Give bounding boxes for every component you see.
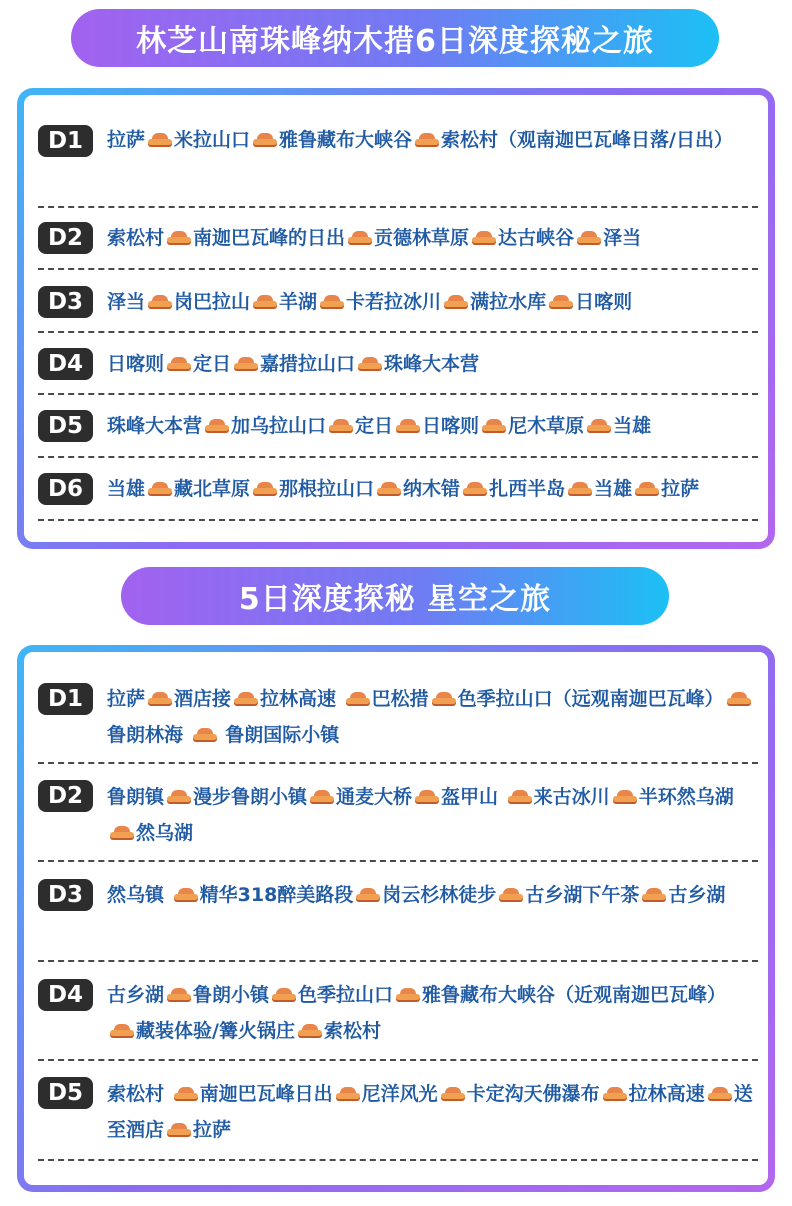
car-icon (205, 419, 229, 433)
car-icon (234, 357, 258, 371)
route-stop: 拉萨 (107, 129, 146, 151)
day-badge: D6 (38, 473, 93, 505)
itinerary-5day-panel (17, 645, 775, 1192)
route-stop: 古乡湖 (668, 884, 726, 906)
car-icon (253, 133, 277, 147)
route-stop: 贡德林草原 (374, 227, 470, 249)
car-icon (320, 295, 344, 309)
route-stop: 日喀则 (422, 415, 480, 437)
route-stop: 古乡湖 (107, 984, 165, 1006)
route-stop: 加乌拉山口 (231, 415, 327, 437)
route-stop: 满拉水库 (470, 291, 547, 313)
day-badge: D5 (38, 410, 93, 442)
car-icon (568, 482, 592, 496)
route-stop: 南迦巴瓦峰日出 (199, 1083, 333, 1105)
route-stop: 色季拉山口 (298, 984, 394, 1006)
day-badge: D2 (38, 222, 93, 254)
day-row (38, 764, 758, 862)
route-stop: 泽当 (603, 227, 642, 249)
route-stop: 定日 (193, 353, 232, 375)
car-icon (708, 1087, 732, 1101)
car-icon (167, 1123, 191, 1137)
car-icon (110, 1024, 134, 1038)
route-stop: 通麦大桥 (336, 786, 413, 808)
route-stop: 盔甲山 (441, 786, 505, 808)
day-row (38, 113, 758, 208)
route-stop: 米拉山口 (174, 129, 251, 151)
day-route (107, 346, 758, 382)
car-icon (298, 1024, 322, 1038)
car-icon (346, 692, 370, 706)
route-stop: 半环然乌湖 (638, 786, 734, 808)
route-stop: 达古峡谷 (498, 227, 575, 249)
route-stop: 来古冰川 (533, 786, 610, 808)
route-stop: 索松村（观南迦巴瓦峰日落/日出） (441, 129, 733, 151)
itinerary-6day-title: 林芝山南珠峰纳木措6日深度探秘之旅 (71, 9, 719, 67)
route-stop: 尼木草原 (508, 415, 585, 437)
car-icon (348, 231, 372, 245)
car-icon (167, 231, 191, 245)
car-icon (253, 295, 277, 309)
car-icon (148, 295, 172, 309)
car-icon (377, 482, 401, 496)
route-stop: 酒店接 (174, 688, 232, 710)
route-stop: 拉萨 (107, 688, 146, 710)
route-stop: 岗巴拉山 (174, 291, 251, 313)
route-stop: 纳木错 (403, 478, 461, 500)
car-icon (463, 482, 487, 496)
route-stop: 漫步鲁朗小镇 (193, 786, 308, 808)
route-stop: 然乌湖 (136, 822, 194, 844)
car-icon (635, 482, 659, 496)
route-stop: 当雄 (613, 415, 652, 437)
route-stop: 南迦巴瓦峰的日出 (193, 227, 346, 249)
route-stop: 雅鲁藏布大峡谷 (279, 129, 413, 151)
car-icon (336, 1087, 360, 1101)
car-icon (396, 988, 420, 1002)
route-stop: 雅鲁藏布大峡谷（近观南迦巴瓦峰） (422, 984, 727, 1006)
route-stop: 岗云杉林徒步 (382, 884, 497, 906)
car-icon (472, 231, 496, 245)
car-icon (642, 888, 666, 902)
day-row (38, 208, 758, 270)
car-icon (499, 888, 523, 902)
day-badge: D1 (38, 125, 93, 157)
car-icon (613, 790, 637, 804)
car-icon (396, 419, 420, 433)
car-icon (356, 888, 380, 902)
day-route (107, 284, 758, 320)
day-badge: D2 (38, 780, 93, 812)
route-stop: 拉萨 (661, 478, 700, 500)
car-icon (577, 231, 601, 245)
day-badge: D5 (38, 1077, 93, 1109)
route-stop: 精华318醉美路段 (199, 884, 354, 906)
day-route (107, 681, 758, 753)
car-icon (310, 790, 334, 804)
route-stop: 当雄 (107, 478, 146, 500)
route-stop: 那根拉山口 (279, 478, 375, 500)
day-badge: D4 (38, 979, 93, 1011)
route-stop: 然乌镇 (107, 884, 171, 906)
car-icon (167, 357, 191, 371)
car-icon (603, 1087, 627, 1101)
route-stop: 羊湖 (279, 291, 318, 313)
route-stop: 卡定沟天佛瀑布 (466, 1083, 600, 1105)
route-stop: 鲁朗小镇 (193, 984, 270, 1006)
day-route (107, 779, 758, 851)
day-badge: D1 (38, 683, 93, 715)
car-icon (148, 482, 172, 496)
route-stop: 索松村 (107, 1083, 171, 1105)
day-row (38, 333, 758, 395)
day-route (107, 877, 758, 913)
route-stop: 尼洋风光 (361, 1083, 438, 1105)
car-icon (358, 357, 382, 371)
day-route (107, 1076, 758, 1148)
route-stop: 珠峰大本营 (107, 415, 203, 437)
route-stop: 送至酒店 (107, 1083, 753, 1141)
car-icon (167, 790, 191, 804)
car-icon (415, 133, 439, 147)
car-icon (110, 826, 134, 840)
car-icon (272, 988, 296, 1002)
route-stop: 藏北草原 (174, 478, 251, 500)
car-icon (167, 988, 191, 1002)
car-icon (444, 295, 468, 309)
car-icon (508, 790, 532, 804)
day-row (38, 962, 758, 1061)
route-stop: 索松村 (323, 1020, 381, 1042)
route-stop: 定日 (355, 415, 394, 437)
car-icon (174, 888, 198, 902)
car-icon (234, 692, 258, 706)
day-badge: D3 (38, 879, 93, 911)
route-stop: 泽当 (107, 291, 146, 313)
day-row (38, 672, 758, 764)
day-row (38, 395, 758, 458)
route-stop: 色季拉山口（远观南迦巴瓦峰） (457, 688, 724, 710)
day-row (38, 862, 758, 962)
car-icon (148, 133, 172, 147)
route-stop: 卡若拉冰川 (346, 291, 442, 313)
car-icon (482, 419, 506, 433)
route-stop: 索松村 (107, 227, 165, 249)
day-row (38, 1061, 758, 1161)
day-route (107, 408, 758, 444)
car-icon (174, 1087, 198, 1101)
route-stop: 当雄 (594, 478, 633, 500)
car-icon (727, 692, 751, 706)
car-icon (329, 419, 353, 433)
car-icon (587, 419, 611, 433)
route-stop: 拉林高速 (628, 1083, 705, 1105)
day-badge: D3 (38, 286, 93, 318)
car-icon (549, 295, 573, 309)
route-stop: 古乡湖下午茶 (525, 884, 640, 906)
day-route (107, 220, 758, 256)
car-icon (432, 692, 456, 706)
route-stop: 日喀则 (107, 353, 165, 375)
car-icon (148, 692, 172, 706)
day-route (107, 977, 758, 1049)
day-row (38, 458, 758, 521)
route-stop: 珠峰大本营 (384, 353, 480, 375)
itinerary-5day-title: 5日深度探秘 星空之旅 (121, 567, 669, 625)
route-stop: 嘉措拉山口 (260, 353, 356, 375)
itinerary-6day-panel (17, 88, 775, 549)
route-stop: 日喀则 (575, 291, 633, 313)
day-route (107, 471, 762, 507)
day-row (38, 270, 758, 333)
route-stop: 藏装体验/篝火锅庄 (136, 1020, 295, 1042)
route-stop: 巴松措 (371, 688, 429, 710)
route-stop: 鲁朗镇 (107, 786, 165, 808)
route-stop: 扎西半岛 (489, 478, 566, 500)
route-stop: 拉萨 (193, 1119, 232, 1141)
car-icon (441, 1087, 465, 1101)
route-stop: 拉林高速 (260, 688, 343, 710)
day-route (107, 122, 758, 158)
day-badge: D4 (38, 348, 93, 380)
route-stop: 鲁朗林海 (107, 724, 190, 746)
route-stop: 鲁朗国际小镇 (218, 724, 340, 746)
car-icon (193, 728, 217, 742)
car-icon (253, 482, 277, 496)
car-icon (415, 790, 439, 804)
